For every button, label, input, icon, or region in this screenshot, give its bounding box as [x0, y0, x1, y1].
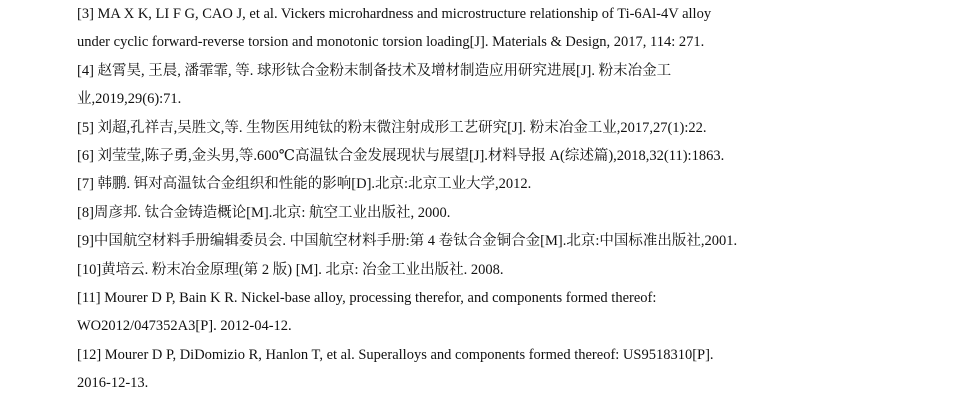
reference-line: [9]中国航空材料手册编辑委员会. 中国航空材料手册:第 4 卷钛合金铜合金[M].北京:中国标准出版社,2001. — [77, 233, 738, 250]
reference-line: 业,2019,29(6):71. — [77, 91, 182, 108]
reference-12 — [77, 341, 957, 398]
reference-line: [3] MA X K, LI F G, CAO J, et al. Vickers microhardness and microstructure relationship of Ti-6Al-4V alloy — [77, 6, 712, 22]
reference-line: [8]周彦邦. 钛合金铸造概论[M].北京: 航空工业出版社, 2000. — [77, 204, 451, 221]
reference-5 — [77, 114, 957, 142]
reference-line: [4] 赵霄昊, 王晨, 潘霏霏, 等. 球形钛合金粉末制备技术及增材制造应用研究进展[J]. 粉末冶金工 — [77, 62, 672, 79]
reference-line: [12] Mourer D P, DiDomizio R, Hanlon T, et al. Superalloys and components formed thereof: US9518310[P]. — [77, 346, 714, 363]
reference-line: WO2012/047352A3[P]. 2012-04-12. — [77, 318, 292, 335]
reference-list — [77, 0, 957, 397]
reference-line: [10]黄培云. 粉末冶金原理(第 2 版) [M]. 北京: 冶金工业出版社. 2008. — [77, 261, 504, 278]
reference-4 — [77, 57, 957, 114]
reference-3 — [77, 0, 957, 57]
reference-7 — [77, 170, 957, 198]
reference-line: under cyclic forward-reverse torsion and monotonic torsion loading[J]. Materials & Design, 2017, 114: 271. — [77, 34, 705, 51]
reference-line: [5] 刘超,孔祥吉,吴胜文,等. 生物医用纯钛的粉末微注射成形工艺研究[J]. 粉末冶金工业,2017,27(1):22. — [77, 119, 707, 136]
reference-6 — [77, 142, 957, 170]
reference-line: [11] Mourer D P, Bain K R. Nickel-base alloy, processing therefor, and components formed thereof: — [77, 289, 657, 306]
reference-11 — [77, 284, 957, 341]
reference-8 — [77, 199, 957, 227]
reference-9 — [77, 227, 957, 255]
reference-line: 2016-12-13. — [77, 375, 149, 392]
reference-line: [6] 刘莹莹,陈子勇,金头男,等.600℃高温钛合金发展现状与展望[J].材料导报 A(综述篇),2018,32(11):1863. — [77, 147, 725, 164]
reference-10 — [77, 256, 957, 284]
reference-line: [7] 韩鹏. 铒对高温钛合金组织和性能的影响[D].北京:北京工业大学,2012. — [77, 176, 532, 193]
